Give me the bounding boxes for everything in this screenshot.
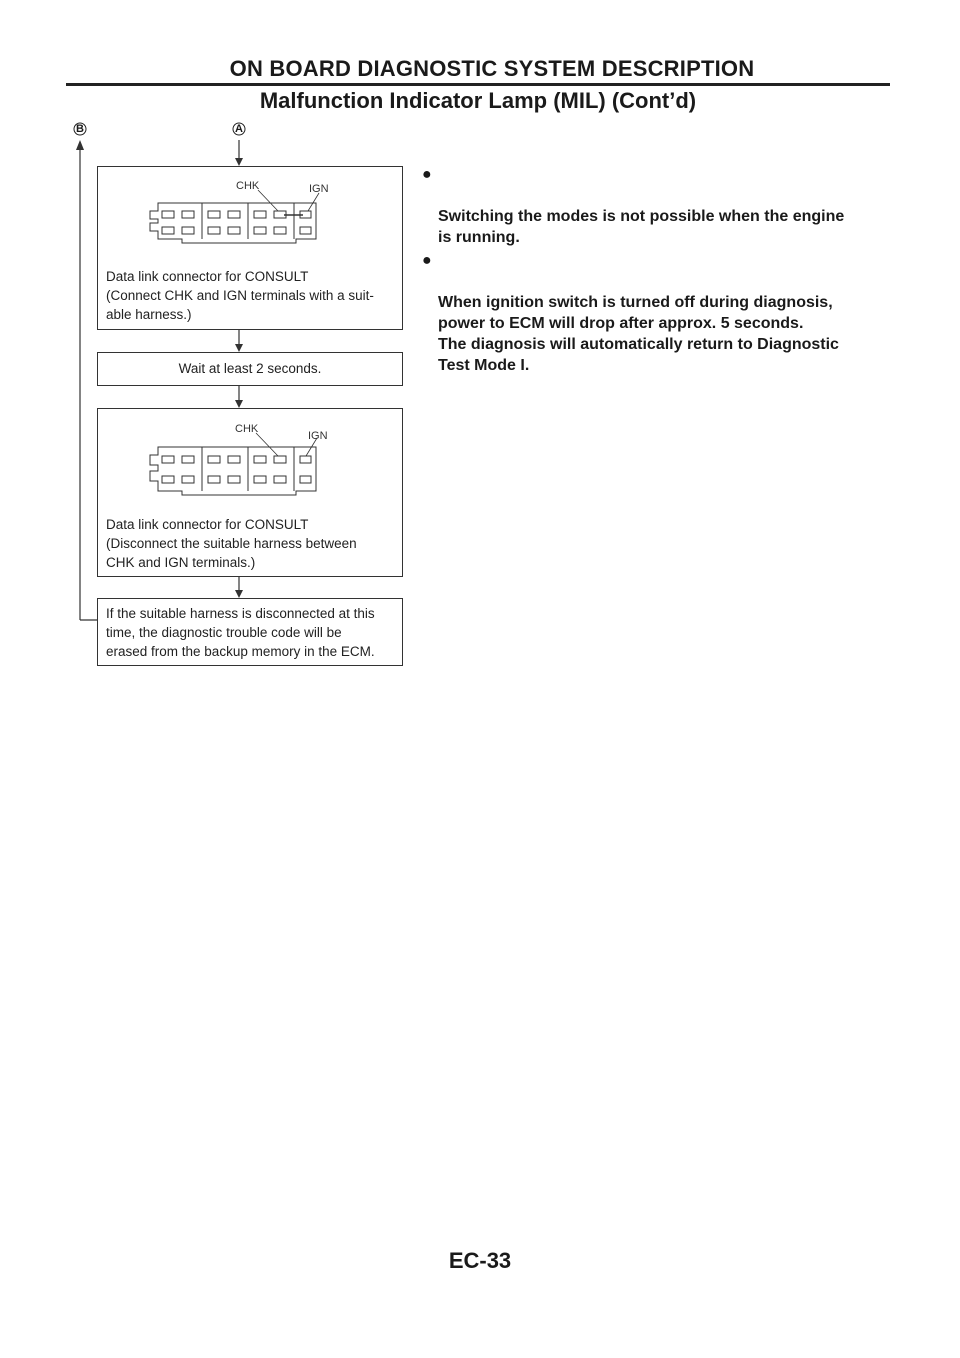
- ign-terminal-label: IGN: [309, 183, 329, 195]
- caption-line: If the suitable harness is disconnected at this: [106, 606, 375, 621]
- notes-list: [422, 164, 890, 376]
- caption-line: time, the diagnostic trouble code will be: [106, 625, 342, 640]
- data-link-connector-diagram: [98, 409, 404, 499]
- arrow-down-1-2: [235, 344, 243, 352]
- chk-leader-line: [258, 190, 278, 211]
- arrow-down-3-4: [235, 590, 243, 598]
- page-subtitle: Malfunction Indicator Lamp (MIL) (Cont’d): [259, 88, 697, 113]
- caption-line: Data link connector for CONSULT: [106, 517, 309, 532]
- caption-line: (Disconnect the suitable harness between: [106, 536, 357, 551]
- ign-terminal-label: IGN: [308, 430, 328, 442]
- marker-a-letter: A: [235, 123, 243, 135]
- step-wait-caption: Wait at least 2 seconds.: [178, 361, 322, 376]
- chk-terminal-label: CHK: [236, 180, 260, 192]
- ign-leader-line: [308, 193, 319, 211]
- caption-line: CHK and IGN terminals.): [106, 555, 256, 570]
- caption-line: erased from the backup memory in the ECM.: [106, 644, 375, 659]
- step-connect-harness: [97, 166, 403, 330]
- step-connect-caption: [106, 267, 394, 324]
- caption-line: Data link connector for CONSULT: [106, 269, 309, 284]
- note-item: [422, 164, 890, 248]
- data-link-connector-diagram: [98, 167, 404, 257]
- page-number: EC-33: [448, 1248, 512, 1273]
- marker-b-letter: B: [76, 123, 84, 135]
- step-result-erased: [97, 598, 403, 666]
- arrow-down-2-3: [235, 400, 243, 408]
- bullet-icon: ●: [422, 166, 432, 183]
- step-disconnect-harness: [97, 408, 403, 577]
- arrow-down-a: [235, 158, 243, 166]
- caption-line: (Connect CHK and IGN terminals with a suit-: [106, 288, 374, 303]
- marker-a: [232, 122, 246, 136]
- step-result-caption: [106, 604, 394, 661]
- connector-body: [150, 203, 316, 243]
- connector-body: [150, 447, 316, 495]
- chk-terminal-label: CHK: [235, 423, 259, 435]
- caption-line: able harness.): [106, 307, 192, 322]
- arrow-up-b: [76, 140, 84, 150]
- note-text: When ignition switch is turned off during diagnosis, power to ECM will drop after approx. 5 seconds. The diagnosis will automatically return to Diagnostic Test Mode I.: [438, 294, 839, 374]
- step-disconnect-caption: [106, 515, 394, 572]
- note-item: [422, 250, 890, 376]
- page-title: ON BOARD DIAGNOSTIC SYSTEM DESCRIPTION: [229, 56, 755, 81]
- step-wait: [97, 352, 403, 386]
- marker-b: [73, 122, 87, 136]
- note-text: Switching the modes is not possible when the engine is running.: [438, 208, 845, 246]
- bullet-icon: ●: [422, 252, 432, 269]
- chk-leader-line: [256, 433, 278, 456]
